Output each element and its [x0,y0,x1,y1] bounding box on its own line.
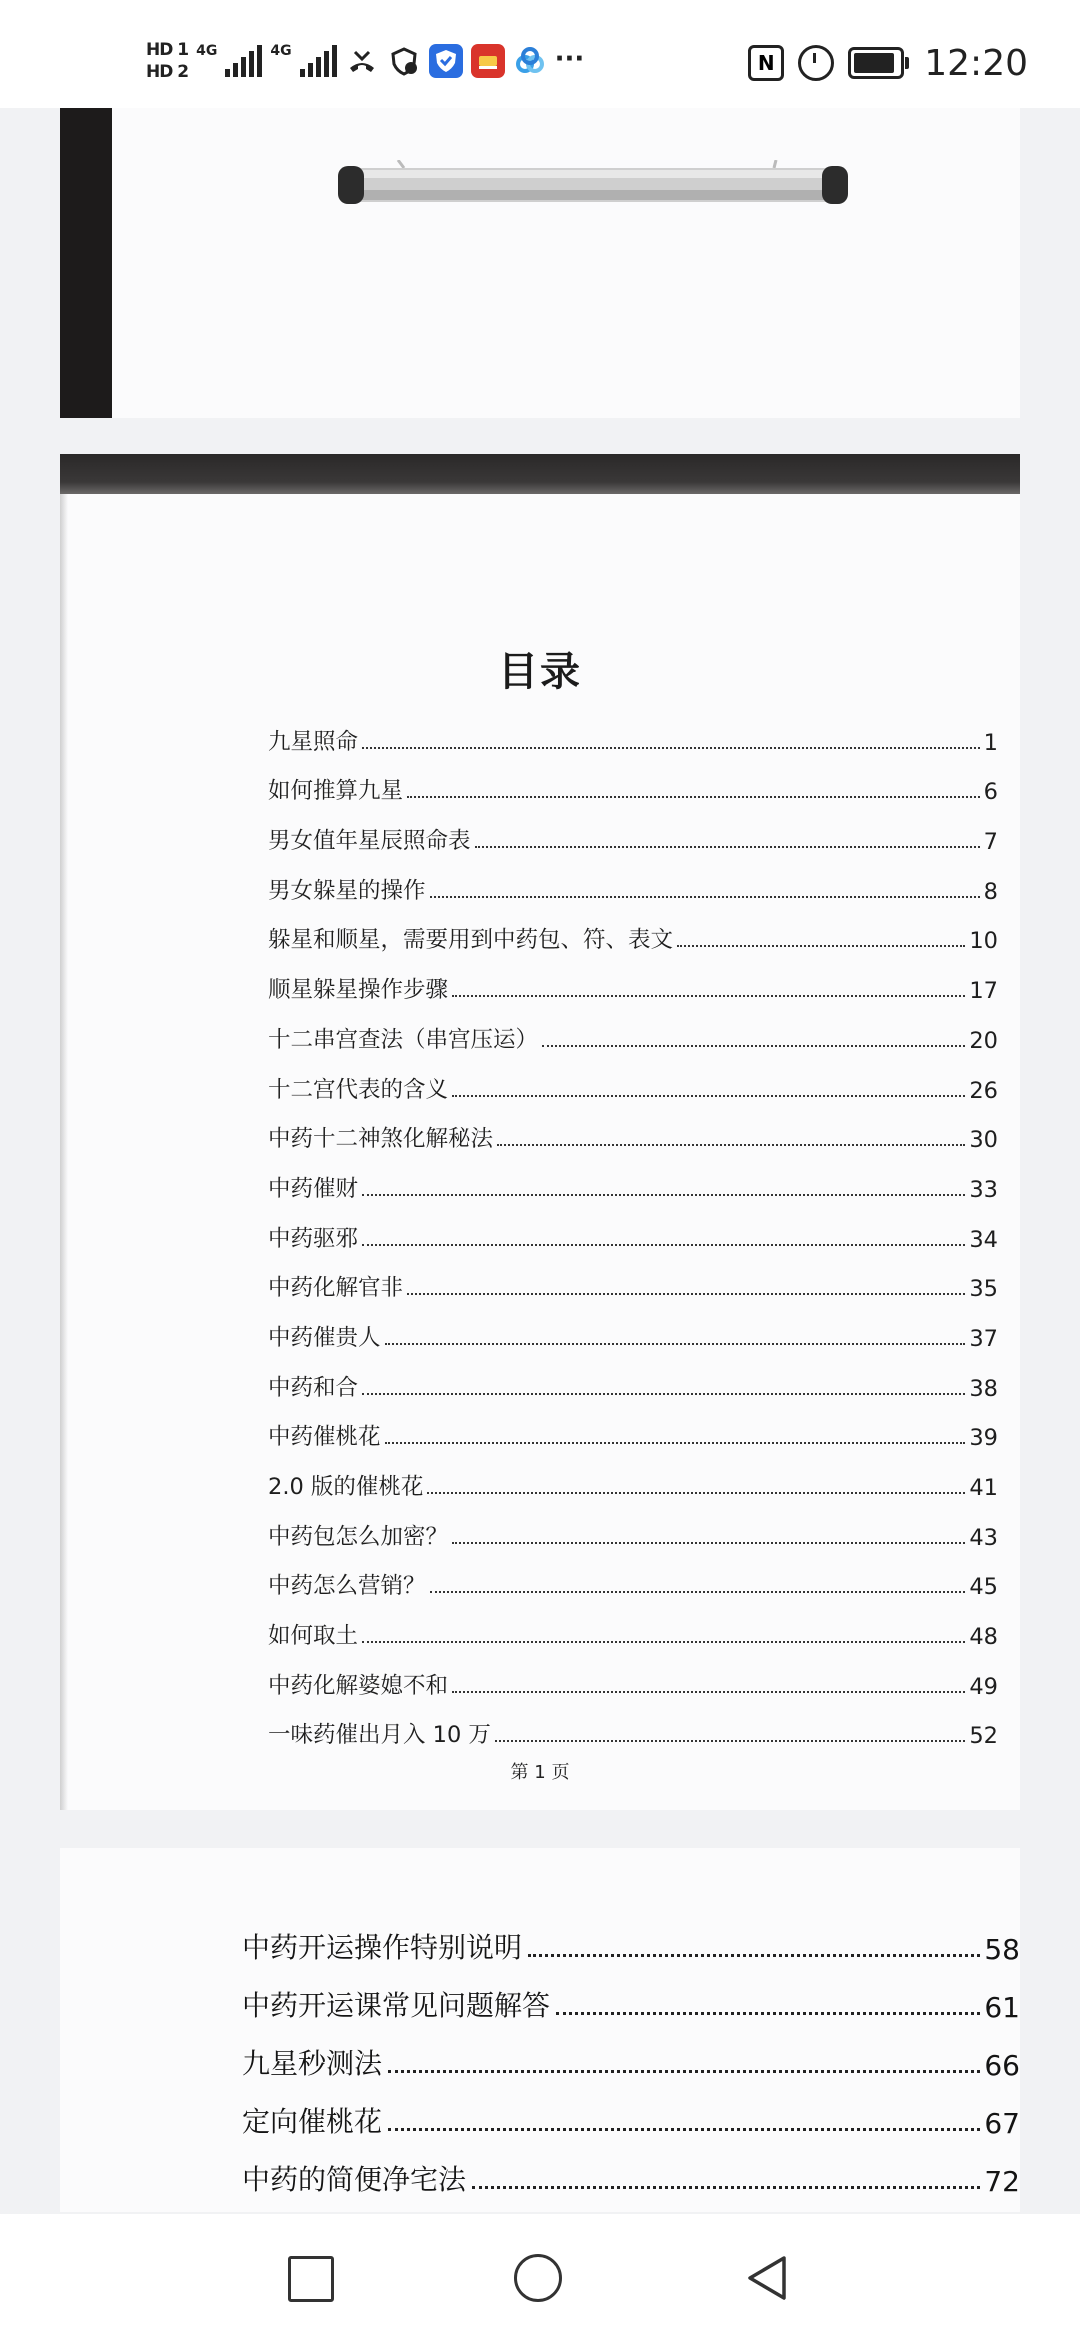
toc-entry-title: 中药驱邪 [268,1225,359,1252]
toc-entry-page: 8 [983,878,998,905]
toc-entry-page: 67 [984,2107,1020,2140]
scroll-rod-illustration [338,160,848,206]
toc-entry-page: 26 [969,1077,998,1104]
toc-leader [388,2128,980,2131]
toc-entry-title: 2.0 版的催桃花 [268,1474,424,1500]
signal-bars-1-icon [225,45,262,77]
nfc-icon: N [748,45,784,81]
network-type-1: 4G [196,43,218,59]
shield-badge-icon [387,44,421,78]
toc-entry-page: 72 [984,2165,1020,2198]
toc-leader [452,1542,965,1544]
toc-leader [556,2012,980,2015]
toc-entry-page: 1 [983,729,998,756]
sim-indicators [146,40,188,82]
red-app-icon [471,44,505,78]
toc-leader [542,1045,965,1047]
toc-entry-title: 如何取土 [268,1623,359,1650]
toc-leader [430,1591,966,1593]
toc-entry[interactable] [268,1054,998,1104]
toc-entry-page: 66 [984,2049,1020,2082]
toc-leader [385,1442,966,1444]
toc-entry-page: 58 [984,1933,1020,1966]
clock: 12:20 [924,42,1028,84]
toc-entry-title: 定向催桃花 [242,2105,383,2138]
toc-entry-title: 男女躲星的操作 [268,877,426,904]
toc-entry-page: 52 [969,1723,998,1750]
toc-entry-page: 35 [969,1276,998,1303]
toc-list [268,706,998,1749]
toc-entry[interactable] [268,706,998,756]
toc-entry-title: 中药催财 [268,1175,359,1202]
toc-entry[interactable] [268,1402,998,1452]
toc-entry[interactable] [268,1203,998,1253]
toc-entry-title: 十二宫代表的含义 [268,1076,449,1103]
toc-entry[interactable] [268,756,998,806]
toc-entry[interactable] [268,905,998,955]
toc-title: 目录 [498,649,582,695]
sim2-label: HD 2 [146,62,189,82]
toc-entry[interactable] [268,805,998,855]
toc-entry-title: 中药化解婆媳不和 [268,1672,449,1699]
battery-icon [848,47,904,79]
toc-leader [385,1343,966,1345]
toc-leader [388,2070,980,2073]
sim1-label: HD 1 [146,40,189,60]
security-app-icon [429,44,463,78]
toc-entry-title: 顺星躲星操作步骤 [268,977,449,1004]
toc-leader [528,1954,980,1957]
toc-entry-title: 如何推算九星 [268,778,404,805]
toc-entry-title: 中药十二神煞化解秘法 [268,1126,494,1153]
toc-entry-title: 中药和合 [268,1374,359,1401]
toc-entry-page: 49 [969,1673,998,1700]
toc-entry-page: 10 [969,928,998,955]
missed-call-icon [345,44,379,78]
alarm-icon [798,45,834,81]
toc-entry-page: 41 [969,1475,998,1501]
toc-leader [407,1293,965,1295]
toc-entry-page: 39 [969,1425,998,1452]
status-bar [0,0,1080,108]
status-right [748,38,1028,88]
toc-entry[interactable] [242,2082,1020,2140]
toc-entry-title: 中药化解官非 [268,1275,404,1302]
toc-entry-page: 33 [969,1176,998,1203]
toc-entry-page: 30 [969,1127,998,1154]
scan-dark-edge [60,108,112,418]
toc-entry[interactable] [268,1153,998,1203]
more-notifications: ··· [554,44,585,74]
toc-leader [495,1740,965,1742]
document-page-3[interactable] [60,1848,1020,2212]
toc-list-continued [242,1908,1020,2198]
toc-entry[interactable] [242,2024,1020,2082]
toc-leader [427,1492,965,1494]
toc-entry[interactable] [268,1253,998,1303]
circle-icon[interactable] [514,2254,562,2302]
toc-entry-title: 男女值年星辰照命表 [268,828,471,855]
toc-entry-page: 48 [969,1624,998,1651]
toc-entry-page: 17 [969,978,998,1005]
cloud-app-icon [513,44,547,78]
toc-leader [362,1641,965,1643]
toc-entry-page: 7 [983,829,998,856]
toc-entry-title: 十二串宫查法（串宫压运） [268,1026,539,1053]
toc-entry[interactable] [268,1004,998,1054]
toc-entry-title: 九星照命 [268,728,359,755]
toc-entry[interactable] [268,1451,998,1501]
toc-entry[interactable] [242,1966,1020,2024]
signal-bars-2-icon [300,45,337,77]
toc-entry[interactable] [268,1104,998,1154]
toc-entry-page: 6 [983,779,998,806]
toc-entry-title: 九星秒测法 [242,2047,383,2080]
toc-leader [452,1691,965,1693]
toc-entry[interactable] [268,1600,998,1650]
status-left [146,36,584,86]
page-number-label: 第 1 页 [510,1762,570,1783]
toc-entry-page: 20 [969,1027,998,1054]
toc-entry-page: 34 [969,1226,998,1253]
network-type-2: 4G [270,43,292,59]
toc-entry-page: 61 [984,1991,1020,2024]
toc-entry-title: 中药包怎么加密？ [268,1523,449,1550]
toc-entry-title: 中药催贵人 [268,1324,381,1351]
toc-leader [362,1393,965,1395]
toc-entry-title: 中药催桃花 [268,1424,381,1451]
toc-entry[interactable] [242,1908,1020,1966]
toc-entry[interactable] [268,954,998,1004]
document-page-1[interactable] [60,108,1020,418]
toc-entry[interactable] [268,1551,998,1601]
navigation-bar [0,2214,1080,2340]
toc-entry[interactable] [268,1501,998,1551]
toc-entry-title: 一味药催出月入 10 万 [268,1722,491,1749]
toc-leader [407,796,980,798]
square-icon[interactable] [286,2254,334,2302]
toc-entry-title: 中药开运课常见问题解答 [242,1989,551,2022]
toc-entry[interactable] [268,1700,998,1750]
toc-entry[interactable] [268,1302,998,1352]
toc-leader [475,846,980,848]
toc-entry[interactable] [268,1650,998,1700]
toc-entry-page: 37 [969,1325,998,1352]
toc-leader [362,1244,965,1246]
toc-entry[interactable] [268,855,998,905]
document-page-2[interactable] [60,454,1020,1810]
toc-entry-title: 躲星和顺星，需要用到中药包、符、表文 [268,927,674,954]
toc-leader [677,945,965,947]
toc-entry-title: 中药的简便净宅法 [242,2163,467,2196]
toc-entry-title: 中药怎么营销？ [268,1573,426,1600]
toc-entry[interactable] [242,2140,1020,2198]
triangle-back-icon[interactable] [744,2254,792,2302]
toc-leader [362,1194,965,1196]
toc-entry-title: 中药开运操作特别说明 [242,1931,523,1964]
toc-leader [362,747,980,749]
toc-leader [472,2186,980,2189]
toc-entry-page: 38 [969,1375,998,1402]
toc-entry-page: 45 [969,1574,998,1601]
toc-leader [452,1095,965,1097]
toc-entry[interactable] [268,1352,998,1402]
toc-leader [497,1144,965,1146]
toc-leader [430,896,980,898]
toc-leader [452,995,965,997]
toc-entry-page: 43 [969,1524,998,1551]
scan-top-band [60,454,1020,494]
